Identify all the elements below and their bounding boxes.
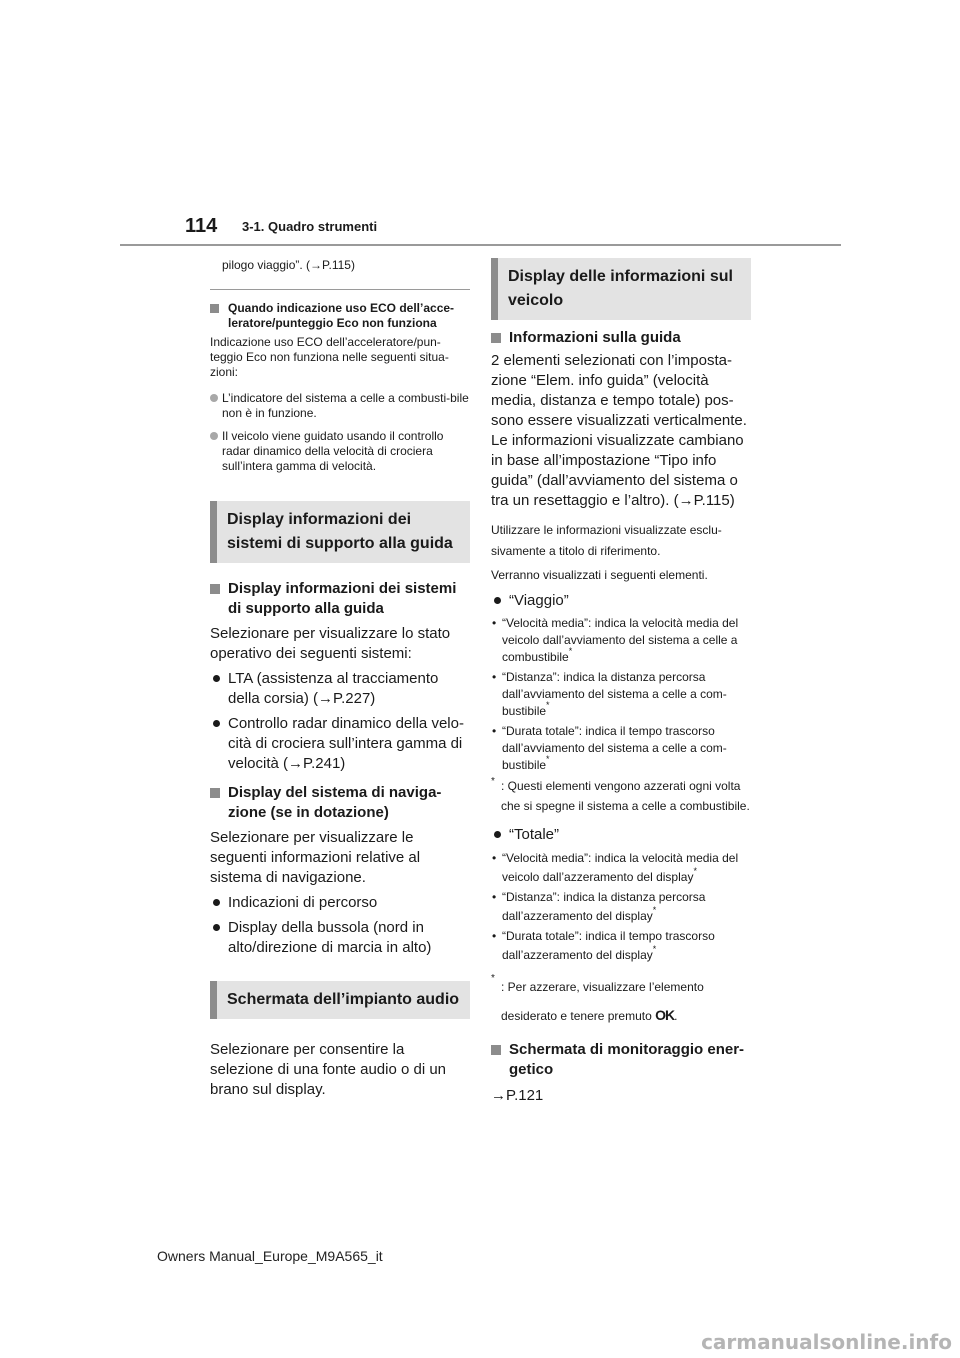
eco-text: Indicazione uso ECO dell’acceleratore/pun-teggio Eco non funziona nelle seguenti situa-zioni: (210, 335, 449, 379)
footer-text: Owners Manual_Europe_M9A565_it (157, 1248, 383, 1264)
trip-item-text: “Durata totale”: indica il tempo trascorso dall’avviamento del sistema a celle a com-bustibile (502, 724, 727, 772)
trip-item (491, 669, 751, 720)
total-item (491, 849, 751, 887)
driving-info-heading-text: Informazioni sulla guida (509, 329, 681, 346)
trip-item (491, 723, 751, 774)
chapter-title: 3-1. Quadro strumenti (242, 219, 378, 234)
eco-item-text: Il veicolo viene guidato usando il controllo radar dinamico della velocità di crociera sull’intera gamma di velocità. (222, 429, 444, 473)
list-item (210, 669, 470, 709)
total-label (491, 825, 751, 845)
eco-item (210, 429, 470, 474)
dot-bullet-icon: • (492, 851, 497, 865)
ok-button-icon: OK (655, 1007, 675, 1023)
section-banner-driving-support: Display informazioni dei sistemi di supporto alla guida (210, 501, 470, 563)
total-footnote-end: . (674, 1009, 678, 1023)
asterisk-mark: * (568, 646, 573, 656)
driving-info-text: 2 elementi selezionati con l’imposta-zione “Elem. info guida” (velocità media, distanza e tempo totale) pos-sono essere visualizzati verticalmente. Le informazioni visualizzate cambiano in base all’impostazione “Tipo info guida” (dall’avviamento del sistema o tra un resettaggio e l’altro). (→P.115) (491, 352, 747, 509)
trip-item-text: “Distanza”: indica la distanza percorsa dall’avviamento del sistema a celle a com-bustibile (502, 670, 727, 718)
list-item-text: Controllo radar dinamico della velo-cità di crociera sull’intera gamma di velocità (→P.241) (228, 715, 464, 772)
total-label-text: “Totale” (509, 826, 560, 843)
asterisk-mark: * (546, 700, 550, 710)
navigation-heading-text: Display del sistema di naviga-zione (se in dotazione) (228, 784, 442, 821)
navigation-heading (210, 783, 470, 823)
dot-bullet-icon: • (492, 890, 497, 904)
energy-monitor-heading-text: Schermata di monitoraggio ener-getico (509, 1041, 745, 1078)
trip-footnote (491, 776, 751, 816)
total-item-text: “Durata totale”: indica il tempo trascorso dall’azzeramento del display (502, 929, 715, 962)
audio-text: Selezionare per consentire la selezione di una fonte audio o di un brano sul display. (210, 1041, 447, 1098)
trip-item-text: “Velocità media”: indica la velocità media del veicolo dall’avviamento del sistema a celle a combustibile (502, 616, 739, 664)
reference-note: Utilizzare le informazioni visualizzate esclu-sivamente a titolo di riferimento. (491, 523, 722, 558)
driving-support-heading-text: Display informazioni dei sistemi di supporto alla guida (228, 580, 457, 617)
asterisk-mark: * (652, 944, 657, 954)
asterisk-mark: * (491, 973, 495, 984)
list-item (210, 893, 470, 913)
watermark: carmanualsonline.info (701, 1330, 952, 1354)
circle-bullet-icon (210, 394, 218, 402)
bullet-icon (213, 924, 220, 931)
section-banner-vehicle-info: Display delle informazioni sul veicolo (491, 258, 751, 320)
driving-support-text: Selezionare per visualizzare lo stato operativo dei seguenti sistemi: (210, 625, 451, 662)
section-divider (210, 289, 470, 290)
square-bullet-icon (210, 304, 219, 313)
total-footnote (491, 973, 751, 1030)
asterisk-mark: * (546, 754, 550, 764)
driving-support-heading (210, 579, 470, 619)
left-column (210, 256, 470, 1100)
bullet-icon (213, 899, 220, 906)
square-bullet-icon (210, 788, 220, 798)
bullet-icon (213, 720, 220, 727)
bullet-icon (213, 675, 220, 682)
asterisk-mark: * (652, 905, 657, 915)
dot-bullet-icon: • (492, 670, 497, 684)
dot-bullet-icon: • (492, 724, 497, 738)
bullet-icon (494, 831, 501, 838)
list-item-text: Indicazioni di percorso (228, 894, 378, 911)
trip-item (491, 615, 751, 666)
eco-heading-text: Quando indicazione uso ECO dell’acce-leratore/punteggio Eco non funziona (228, 301, 455, 330)
square-bullet-icon (491, 333, 501, 343)
eco-heading (210, 301, 470, 331)
bullet-icon (494, 597, 501, 604)
asterisk-mark: * (693, 866, 697, 876)
total-item (491, 927, 751, 965)
total-footnote-text: : Per azzerare, visualizzare l’elemento (501, 980, 704, 994)
total-item-text: “Distanza”: indica la distanza percorsa dall’azzeramento del display (502, 890, 706, 923)
square-bullet-icon (210, 584, 220, 594)
list-item (210, 918, 470, 958)
total-item (491, 888, 751, 926)
trip-label-text: “Viaggio” (509, 592, 569, 609)
header-rule (120, 244, 841, 246)
circle-bullet-icon (210, 432, 218, 440)
total-item-text: “Velocità media”: indica la velocità media del veicolo dall’azzeramento del display (502, 851, 739, 884)
square-bullet-icon (491, 1045, 501, 1055)
energy-monitor-ref: →P.121 (491, 1087, 544, 1104)
list-item-text: Display della bussola (nord in alto/direzione di marcia in alto) (228, 919, 432, 956)
dot-bullet-icon: • (492, 929, 497, 943)
section-banner-audio: Schermata dell’impianto audio (210, 981, 470, 1019)
page-number: 114 (185, 215, 218, 237)
eco-item (210, 391, 470, 421)
driving-info-heading (491, 328, 751, 348)
energy-monitor-heading (491, 1040, 751, 1080)
navigation-text: Selezionare per visualizzare le seguenti informazioni relative al sistema di navigazione. (210, 829, 421, 886)
continued-text: pilogo viaggio”. (→P.115) (222, 258, 355, 272)
total-footnote-text: desiderato e tenere premuto (501, 1009, 652, 1023)
dot-bullet-icon: • (492, 616, 497, 630)
list-item-text: LTA (assistenza al tracciamento della corsia) (→P.227) (228, 670, 439, 707)
right-column (491, 256, 751, 1106)
trip-footnote-text: : Questi elementi vengono azzerati ogni volta che si spegne il sistema a celle a combustibile. (501, 779, 750, 813)
trip-label (491, 591, 751, 611)
list-item (210, 714, 470, 774)
eco-item-text: L’indicatore del sistema a celle a combusti-bile non è in funzione. (222, 391, 469, 420)
shown-items-note: Verranno visualizzati i seguenti elementi. (491, 568, 708, 582)
asterisk-mark: * (491, 776, 495, 787)
